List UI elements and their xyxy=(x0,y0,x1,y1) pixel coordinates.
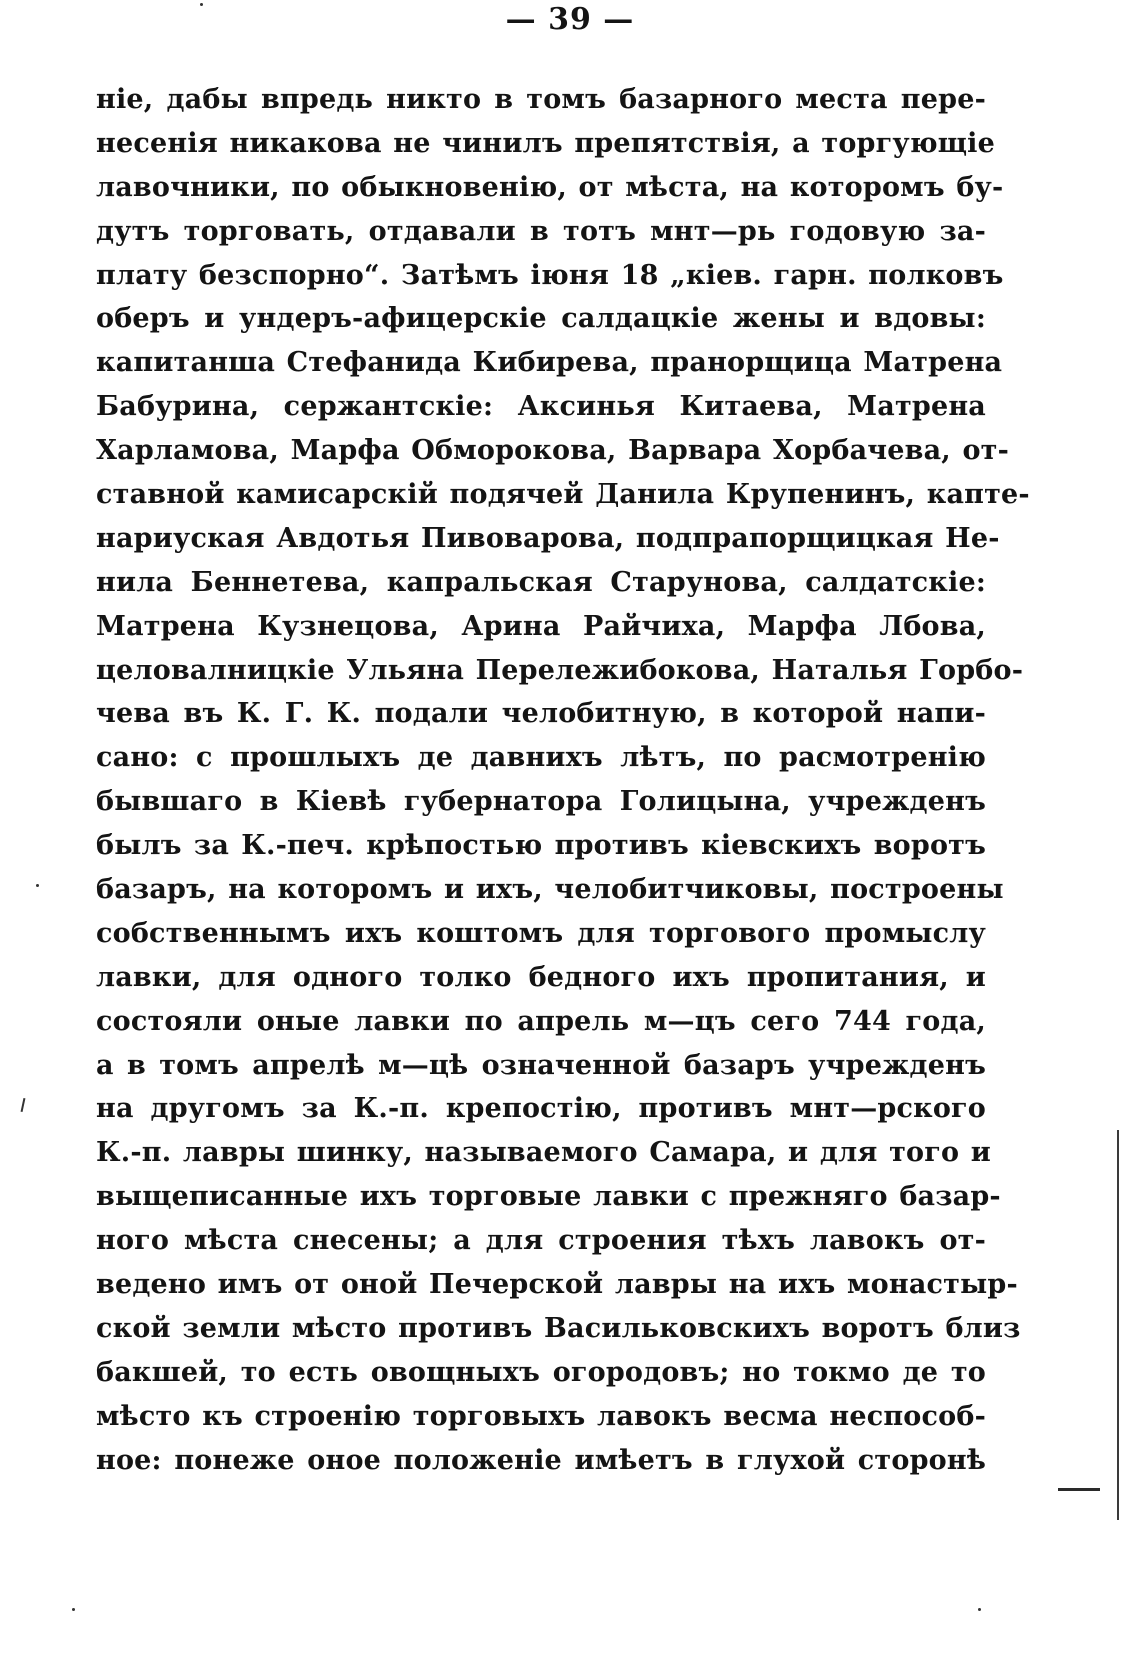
text-line: состояли оные лавки по апрель м—цъ сего 744 года, xyxy=(96,1005,986,1037)
text-line: лавочники, по обыкновенію, от мѣста, на которомъ бу- xyxy=(96,171,1004,203)
text-line: бывшаго в Кіевѣ губернатора Голицына, учрежденъ xyxy=(96,786,986,818)
text-line: целовалницкіе Ульяна Перележибокова, Наталья Горбо- xyxy=(96,654,1024,686)
text-line: дутъ торговать, отдавали в тотъ мнт—рь годовую за- xyxy=(96,215,986,247)
text-line: оберъ и ундеръ-афицерскіе салдацкіе жены и вдовы: xyxy=(96,303,986,335)
text-line: сано: с прошлыхъ де давнихъ лѣтъ, по расмотренію xyxy=(96,742,986,774)
text-line: ской земли мѣсто противъ Васильковскихъ воротъ близ xyxy=(96,1312,1021,1344)
text-line: ного мѣста снесены; а для строения тѣхъ лавокъ от- xyxy=(96,1225,986,1257)
text-line: плату безспорно“. Затѣмъ іюня 18 „кіев. гарн. полковъ xyxy=(96,259,1004,291)
text-line: ное: понеже оное положеніе имѣетъ в глухой сторонѣ xyxy=(96,1444,986,1476)
text-line: чева въ К. Г. К. подали челобитную, в которой напи- xyxy=(96,698,986,730)
text-line: былъ за К.-печ. крѣпостью противъ кіевскихъ воротъ xyxy=(96,830,986,862)
text-line: ставной камисарскій подячей Данила Крупенинъ, капте- xyxy=(96,479,1030,511)
text-line: нила Беннетева, капральская Старунова, салдатскіе: xyxy=(96,566,986,598)
text-line: капитанша Стефанида Кибирева, пранорщица Матрена xyxy=(96,347,1003,379)
text-line: а в томъ апрелѣ м—цѣ означенной базаръ учрежденъ xyxy=(96,1049,986,1081)
text-line: нариуская Авдотья Пивоварова, подпрапорщицкая Не- xyxy=(96,522,1000,554)
scan-mark xyxy=(21,1098,26,1112)
text-line: мѣсто къ строенію торговыхъ лавокъ весма неспособ- xyxy=(96,1400,986,1432)
text-line: лавки, для одного толко бедного ихъ пропитания, и xyxy=(96,961,986,993)
text-line: собственнымъ ихъ коштомъ для торгового промыслу xyxy=(96,917,986,949)
page-number: — 39 — xyxy=(505,2,635,37)
body-text xyxy=(96,78,1030,1483)
text-line: Харламова, Марфа Обморокова, Варвара Хорбачева, от- xyxy=(96,435,1010,467)
text-line: Матрена Кузнецова, Арина Райчиха, Марфа Лбова, xyxy=(96,610,986,642)
text-line: выщеписанные ихъ торговые лавки с прежняго базар- xyxy=(96,1181,1001,1213)
scan-speck xyxy=(72,1608,75,1611)
scan-edge-dash xyxy=(1058,1488,1100,1491)
text-line: Бабурина, сержантскіе: Аксинья Китаева, Матрена xyxy=(96,391,986,423)
scan-speck xyxy=(978,1608,981,1611)
scan-speck xyxy=(200,3,203,6)
scan-speck xyxy=(36,884,39,887)
scan-edge-rule xyxy=(1117,1130,1119,1520)
text-line: ведено имъ от оной Печерской лавры на ихъ монастыр- xyxy=(96,1269,1018,1301)
text-line: ніе, дабы впредь никто в томъ базарного места пере- xyxy=(96,84,986,115)
text-line: К.-п. лавры шинку, называемого Самара, и для того и xyxy=(96,1137,991,1169)
text-line: на другомъ за К.-п. крепостію, противъ мнт—рского xyxy=(96,1093,986,1125)
text-line: бакшей, то есть овощныхъ огородовъ; но токмо де то xyxy=(96,1356,986,1388)
text-line: базаръ, на которомъ и ихъ, челобитчиковы, построены xyxy=(96,874,1004,906)
text-line: несенія никакова не чинилъ препятствія, а торгующіе xyxy=(96,127,996,159)
